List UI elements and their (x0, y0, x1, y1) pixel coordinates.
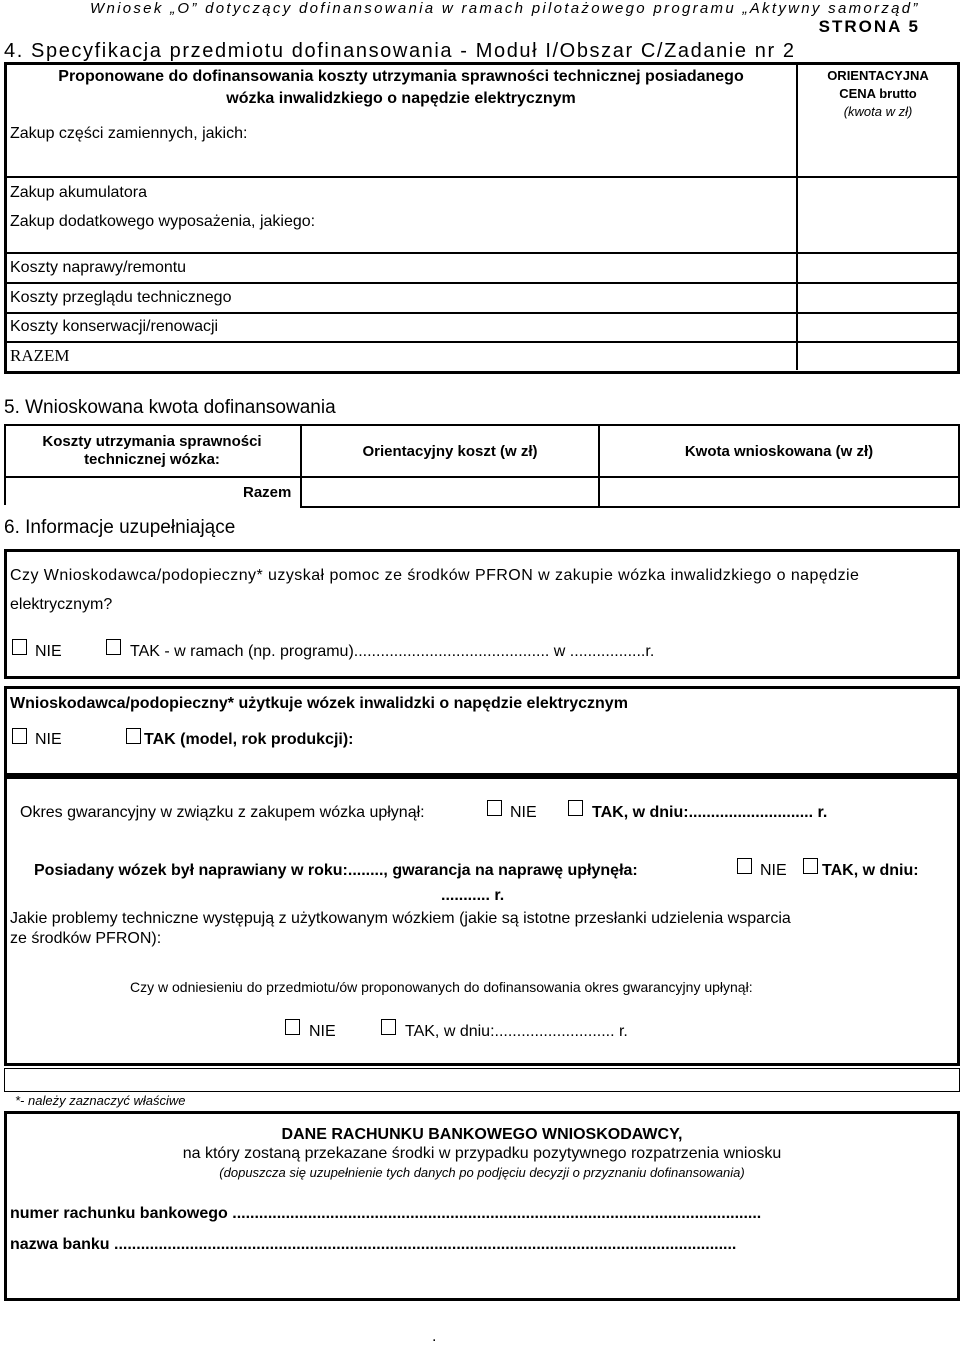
q5-text-line-2: ze środków PFRON): (10, 930, 162, 947)
row-divider (4, 476, 960, 478)
q6-yes-label: TAK, w dniu:........................... r. (405, 1023, 628, 1040)
footer-strip (4, 1068, 960, 1092)
q6-text: Czy w odniesieniu do przedmiotu/ów proponowanych do dofinansowania okres gwarancyjny upłynął: (130, 979, 753, 995)
section-4-title: 4. Specyfikacja przedmiotu dofinansowania - Moduł I/Obszar C/Zadanie nr 2 (4, 40, 796, 62)
row-divider (4, 505, 300, 508)
q6-no-checkbox[interactable] (285, 1019, 300, 1035)
bank-note: (dopuszcza się uzupełnienie tych danych po podjęciu decyzji o przyznaniu dofinansowania) (219, 1165, 745, 1180)
row-divider (6, 312, 958, 314)
row-spare-parts: Zakup części zamiennych, jakich: (10, 125, 248, 142)
row-repair: Koszty naprawy/remontu (10, 259, 187, 276)
row-extra-equipment: Zakup dodatkowego wyposażenia, jakiego: (10, 213, 316, 230)
q4-no-label: NIE (760, 862, 787, 879)
row-divider (6, 176, 958, 178)
col1-line-1: Koszty utrzymania sprawności (42, 433, 262, 450)
q2-no-checkbox[interactable] (12, 728, 27, 744)
section-5-title: 5. Wnioskowana kwota dofinansowania (4, 397, 336, 418)
row-divider (6, 282, 958, 284)
price-header-line-2: CENA brutto (839, 86, 917, 101)
bank-subtitle: na który zostaną przekazane środki w przypadku pozytywnego rozpatrzenia wniosku (182, 1145, 782, 1162)
section-5-col2-header: Orientacyjny koszt (w zł) (362, 443, 538, 460)
q2-yes-label: TAK (model, rok produkcji): (144, 731, 354, 748)
section-5-col3-header: Kwota wnioskowana (w zł) (684, 443, 874, 460)
price-header-line-1: ORIENTACYJNA (827, 68, 929, 83)
q1-text-line-1: Czy Wnioskodawca/podopieczny* uzyskał pomoc ze środków PFRON w zakupie wózka inwalidzkiego o napędzie (10, 567, 860, 584)
q4-yes-checkbox[interactable] (803, 858, 818, 874)
page-number: STRONA 5 (818, 17, 920, 36)
q2-no-label: NIE (35, 731, 62, 748)
price-column-divider (796, 64, 798, 370)
q1-yes-label: TAK - w ramach (np. programu)............................................ w .................r. (130, 643, 655, 660)
col-divider (300, 424, 302, 508)
q4-date-line: ........... r. (441, 887, 505, 904)
intro-line-1: Proponowane do dofinansowania koszty utrzymania sprawności technicznej posiadanego (58, 68, 744, 85)
bank-name-field[interactable]: nazwa banku ............................................................................................................................................ (10, 1236, 737, 1253)
q3-yes-label: TAK, w dniu:............................ r. (592, 804, 828, 821)
q1-text-line-2: elektrycznym? (10, 596, 113, 613)
section-5-col1-header (4, 433, 300, 469)
q1-no-checkbox[interactable] (12, 639, 27, 655)
account-number-field[interactable]: numer rachunku bankowego ....................................................................................................................... (10, 1205, 762, 1222)
price-column-header (800, 67, 956, 121)
section-6-title: 6. Informacje uzupełniające (4, 517, 239, 539)
row-inspection: Koszty przeglądu technicznego (10, 289, 232, 306)
col-divider (598, 424, 600, 508)
q3-yes-checkbox[interactable] (568, 800, 583, 816)
q2-yes-checkbox[interactable] (126, 728, 141, 744)
q3-text: Okres gwarancyjny w związku z zakupem wózka upłynął: (20, 804, 425, 821)
section-5-total-label: Razem (243, 484, 292, 501)
row-divider (6, 252, 958, 254)
q5-text-line-1: Jakie problemy techniczne występują z użytkowanym wózkiem (jakie są istotne przesłanki udzielenia wsparcia (10, 910, 791, 927)
section-4-intro (8, 68, 794, 108)
bank-title: DANE RACHUNKU BANKOWEGO WNIOSKODAWCY, (281, 1126, 683, 1143)
intro-line-2: wózka inwalidzkiego o napędzie elektrycznym (226, 90, 576, 107)
row-total: RAZEM (10, 346, 70, 365)
row-battery: Zakup akumulatora (10, 184, 147, 201)
q4-text: Posiadany wózek był naprawiany w roku:........, gwarancja na naprawę upłynęła: (34, 862, 638, 879)
row-divider (6, 341, 958, 343)
q3-no-checkbox[interactable] (487, 800, 502, 816)
q2-text: Wnioskodawca/podopieczny* użytkuje wózek inwalidzki o napędzie elektrycznym (10, 695, 628, 712)
q6-no-label: NIE (309, 1023, 336, 1040)
col1-line-2: technicznej wózka: (84, 451, 220, 468)
footnote: *- należy zaznaczyć właściwe (15, 1093, 186, 1108)
q3-no-label: NIE (510, 804, 537, 821)
q1-no-label: NIE (35, 643, 62, 660)
q6-yes-checkbox[interactable] (381, 1019, 396, 1035)
price-header-line-3: (kwota w zł) (843, 104, 913, 119)
row-maintenance: Koszty konserwacji/renowacji (10, 318, 219, 335)
running-header: Wniosek „O” dotyczący dofinansowania w ramach pilotażowego programu „Aktywny samorząd” (90, 0, 920, 17)
q4-yes-label: TAK, w dniu: (822, 862, 919, 879)
q1-yes-checkbox[interactable] (106, 639, 121, 655)
page-end-mark: . (432, 1328, 437, 1345)
q4-no-checkbox[interactable] (737, 858, 752, 874)
